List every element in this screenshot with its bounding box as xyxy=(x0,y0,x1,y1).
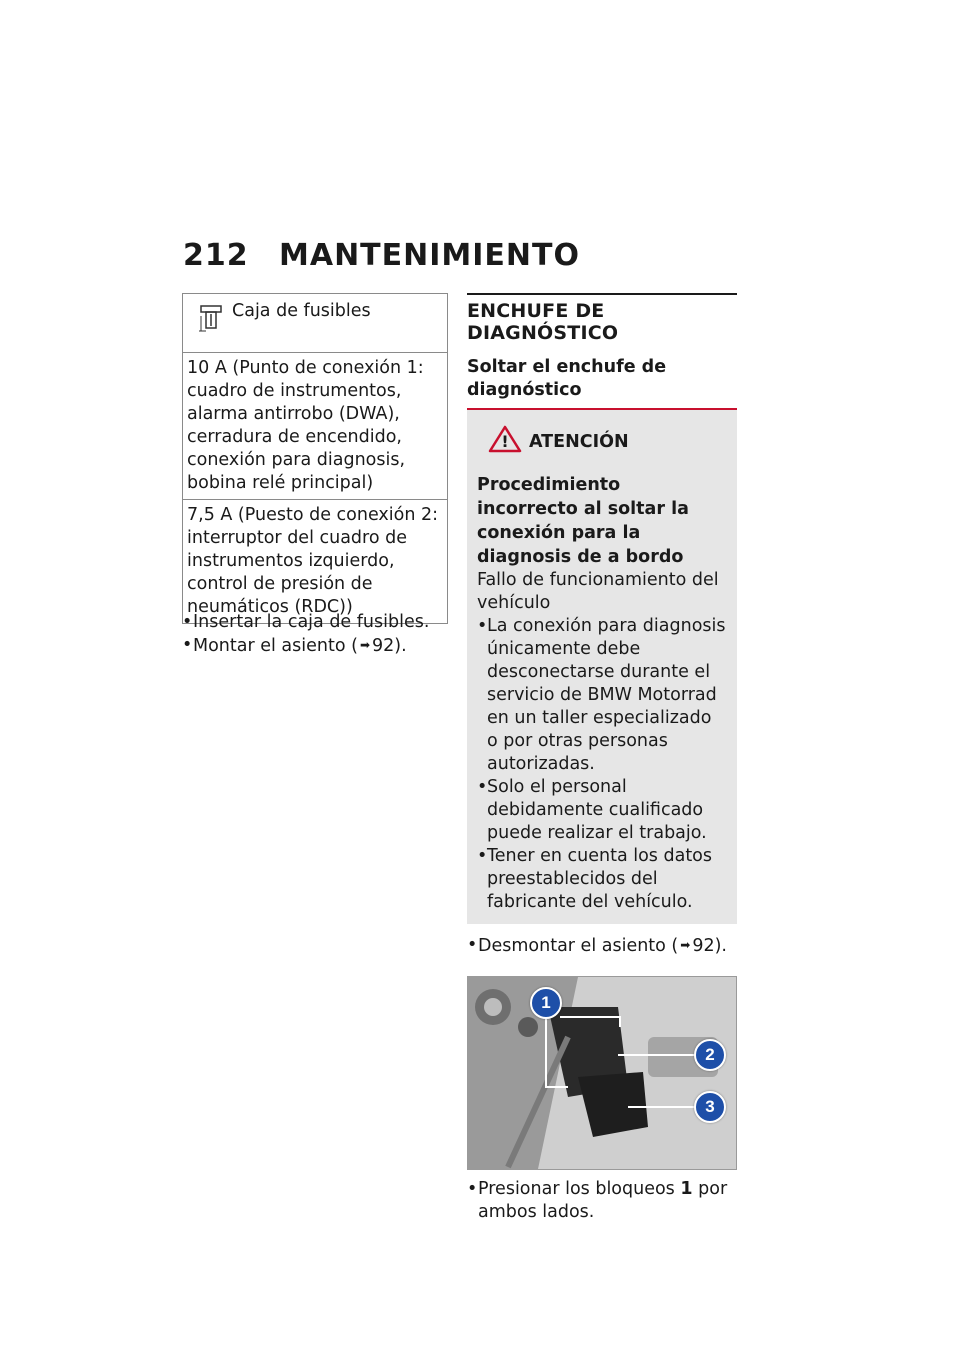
reference-arrow-icon: ➡ xyxy=(680,938,691,952)
chapter-title: MANTENIMIENTO xyxy=(279,238,580,273)
step-insert-fuse-box: • Insertar la caja de fusibles. xyxy=(182,612,430,632)
page-header xyxy=(183,238,580,273)
warning-consequence: Fallo de funcionamiento del vehículo xyxy=(477,570,719,613)
section-subtitle: Soltar el enchufe de diagnóstico xyxy=(467,356,737,410)
callout-2: 2 xyxy=(694,1039,726,1071)
step-mount-seat: • Montar el asiento ( ➡ 92). xyxy=(182,635,407,656)
fuse-row: 7,5 A (Puesto de conexión 2: interruptor del cuadro de instrumentos izquierdo, control de presión de neumáticos (RDC)) xyxy=(183,500,448,624)
warning-triangle-icon xyxy=(487,424,523,461)
step-remove-seat: • Desmontar el asiento ( ➡ 92). xyxy=(467,935,727,956)
fuse-box-icon xyxy=(198,304,224,341)
page-reference[interactable]: 92). xyxy=(692,936,727,956)
warning-bullet: • Tener en cuenta los datos preestablecidos del fabricante del vehículo. xyxy=(477,846,713,912)
warning-header xyxy=(487,424,727,461)
fuse-table-header-label: Caja de fusibles xyxy=(232,301,371,321)
photo-illustration xyxy=(468,977,736,1169)
step-press-locks: • Presionar los bloqueos 1 por ambos lados. xyxy=(467,1179,728,1222)
section-title: ENCHUFE DE DIAGNÓSTICO xyxy=(467,293,737,344)
callout-reference: 1 xyxy=(680,1179,693,1199)
reference-arrow-icon: ➡ xyxy=(359,638,371,652)
warning-bullet: • La conexión para diagnosis únicamente debe desconectarse durante el servicio de BMW Motorrad en un taller especializado o por otras personas autorizadas. xyxy=(477,616,726,774)
page-number: 212 xyxy=(183,238,249,273)
svg-text:!: ! xyxy=(501,432,509,451)
warning-heading: Procedimiento incorrecto al soltar la conexión para la diagnosis de a bordo xyxy=(477,475,689,567)
right-column xyxy=(467,293,737,1224)
diagnostic-connector-photo xyxy=(467,976,737,1170)
callout-1: 1 xyxy=(530,987,562,1019)
fuse-table xyxy=(182,293,448,624)
callout-3: 3 xyxy=(694,1091,726,1123)
page-reference[interactable]: 92). xyxy=(372,636,407,656)
fuse-table-header xyxy=(183,294,448,353)
warning-bullet: • Solo el personal debidamente cualificado puede realizar el trabajo. xyxy=(477,777,707,843)
left-steps xyxy=(182,611,452,658)
fuse-row: 10 A (Punto de conexión 1: cuadro de instrumentos, alarma antirrobo (DWA), cerradura de encendido, conexión para diagnosis, bobina relé principal) xyxy=(183,353,448,500)
warning-box xyxy=(467,410,737,924)
warning-title: ATENCIÓN xyxy=(529,432,629,452)
